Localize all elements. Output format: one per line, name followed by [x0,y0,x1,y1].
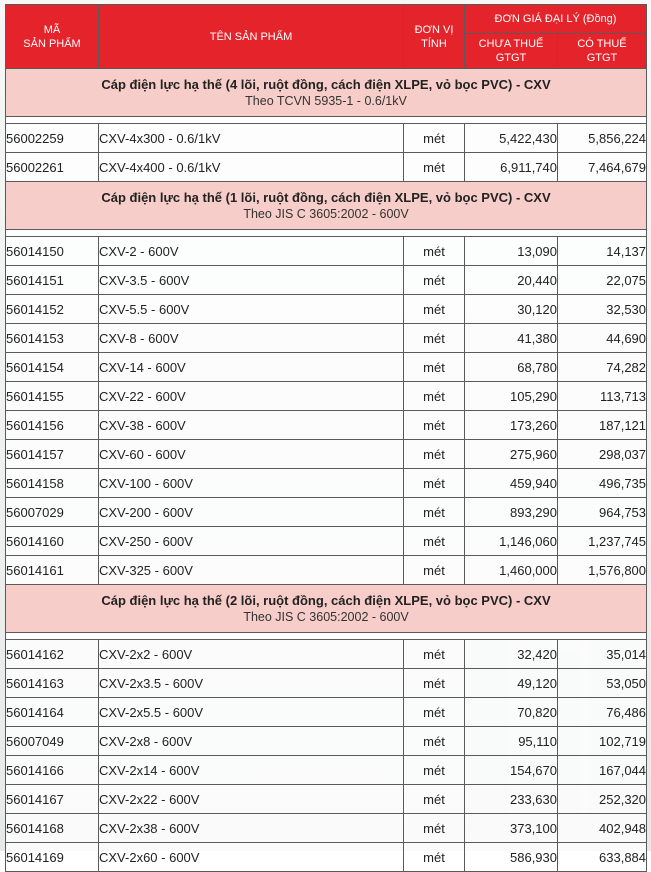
unit-cell: mét [404,727,465,756]
section-spacer-cell [6,230,647,237]
price-vat-cell: 252,320 [558,785,647,814]
product-code-cell: 56014161 [6,556,99,585]
unit-cell: mét [404,324,465,353]
table-row [6,843,647,872]
unit-cell: mét [404,698,465,727]
price-no-vat-cell: 105,290 [465,382,558,411]
product-code-cell: 56014166 [6,756,99,785]
price-vat-cell: 496,735 [558,469,647,498]
price-vat-cell: 22,075 [558,266,647,295]
price-no-vat-cell: 13,090 [465,237,558,266]
product-code-cell: 56014164 [6,698,99,727]
price-vat-cell: 74,282 [558,353,647,382]
price-no-vat-cell: 41,380 [465,324,558,353]
product-name-cell: CXV-60 - 600V [99,440,404,469]
unit-cell: mét [404,353,465,382]
section-standard: Theo JIS C 3605:2002 - 600V [243,609,409,624]
section-spacer [6,230,647,237]
table-row [6,324,647,353]
product-name-cell: CXV-2x8 - 600V [99,727,404,756]
product-name-cell: CXV-2x22 - 600V [99,785,404,814]
product-name-cell: CXV-4x400 - 0.6/1kV [99,153,404,182]
product-code-cell: 56002259 [6,124,99,153]
table-row [6,527,647,556]
price-no-vat-cell: 20,440 [465,266,558,295]
header-code [6,5,99,69]
unit-cell: mét [404,411,465,440]
product-name-cell: CXV-2x60 - 600V [99,843,404,872]
price-no-vat-cell: 275,960 [465,440,558,469]
price-vat-cell: 167,044 [558,756,647,785]
table-row [6,153,647,182]
price-no-vat-cell: 32,420 [465,640,558,669]
section-header [6,69,647,117]
header-name-text: TÊN SẢN PHẨM [209,30,293,43]
price-no-vat-cell: 1,146,060 [465,527,558,556]
header-code-text: MÃ SẢN PHẨM [23,23,81,50]
unit-cell: mét [404,843,465,872]
header-price-vat-text: CÓ THUẾ GTGT [577,38,627,64]
unit-cell: mét [404,295,465,324]
product-code-cell: 56014157 [6,440,99,469]
unit-cell: mét [404,785,465,814]
price-vat-cell: 35,014 [558,640,647,669]
product-name-cell: CXV-14 - 600V [99,353,404,382]
price-vat-cell: 113,713 [558,382,647,411]
product-name-cell: CXV-100 - 600V [99,469,404,498]
price-no-vat-cell: 70,820 [465,698,558,727]
table-row [6,669,647,698]
product-code-cell: 56014153 [6,324,99,353]
unit-cell: mét [404,640,465,669]
section-spacer-cell [6,633,647,640]
section-standard: Theo TCVN 5935-1 - 0.6/1kV [245,93,407,108]
unit-cell: mét [404,556,465,585]
header-name [99,5,404,69]
section-spacer [6,633,647,640]
product-name-cell: CXV-250 - 600V [99,527,404,556]
product-code-cell: 56014160 [6,527,99,556]
price-no-vat-cell: 49,120 [465,669,558,698]
product-code-cell: 56014168 [6,814,99,843]
table-row [6,353,647,382]
section-header [6,182,647,230]
table-row [6,440,647,469]
table-row [6,266,647,295]
section-title: Cáp điện lực hạ thế (2 lõi, ruột đồng, cách điện XLPE, vỏ bọc PVC) - CXV [101,592,551,608]
table-row [6,295,647,324]
section-header-cell [6,585,647,633]
product-name-cell: CXV-2x2 - 600V [99,640,404,669]
price-vat-cell: 1,237,745 [558,527,647,556]
unit-cell: mét [404,237,465,266]
product-name-cell: CXV-38 - 600V [99,411,404,440]
section-title: Cáp điện lực hạ thế (4 lõi, ruột đồng, cách điện XLPE, vỏ bọc PVC) - CXV [101,76,551,92]
product-name-cell: CXV-2x5.5 - 600V [99,698,404,727]
price-vat-cell: 5,856,224 [558,124,647,153]
section-spacer-cell [6,117,647,124]
price-table [5,4,647,872]
price-no-vat-cell: 95,110 [465,727,558,756]
table-body [6,69,647,872]
table-row [6,727,647,756]
header-price-group-text: ĐƠN GIÁ ĐẠI LÝ (Đồng) [494,13,617,25]
product-name-cell: CXV-3.5 - 600V [99,266,404,295]
price-vat-cell: 633,884 [558,843,647,872]
price-no-vat-cell: 586,930 [465,843,558,872]
unit-cell: mét [404,756,465,785]
product-name-cell: CXV-5.5 - 600V [99,295,404,324]
section-header-cell [6,69,647,117]
product-code-cell: 56014162 [6,640,99,669]
price-vat-cell: 402,948 [558,814,647,843]
product-code-cell: 56014155 [6,382,99,411]
unit-cell: mét [404,440,465,469]
unit-cell: mét [404,527,465,556]
section-header [6,585,647,633]
product-name-cell: CXV-200 - 600V [99,498,404,527]
price-vat-cell: 44,690 [558,324,647,353]
table-row [6,124,647,153]
header-price-no-vat-text: CHƯA THUẾ GTGT [478,38,544,64]
price-no-vat-cell: 233,630 [465,785,558,814]
section-standard: Theo JIS C 3605:2002 - 600V [243,206,409,221]
table-row [6,640,647,669]
product-code-cell: 56014150 [6,237,99,266]
table-row [6,411,647,440]
table-row [6,382,647,411]
header-price-group [465,5,647,34]
product-code-cell: 56014154 [6,353,99,382]
product-code-cell: 56014152 [6,295,99,324]
price-vat-cell: 14,137 [558,237,647,266]
product-code-cell: 56002261 [6,153,99,182]
price-no-vat-cell: 893,290 [465,498,558,527]
product-name-cell: CXV-2x3.5 - 600V [99,669,404,698]
price-vat-cell: 32,530 [558,295,647,324]
unit-cell: mét [404,498,465,527]
price-vat-cell: 298,037 [558,440,647,469]
unit-cell: mét [404,814,465,843]
product-code-cell: 56014158 [6,469,99,498]
header-price-no-vat [465,34,558,69]
product-code-cell: 56014151 [6,266,99,295]
product-name-cell: CXV-2x14 - 600V [99,756,404,785]
price-no-vat-cell: 1,460,000 [465,556,558,585]
section-header-cell [6,182,647,230]
table-row [6,756,647,785]
unit-cell: mét [404,469,465,498]
header-price-vat [558,34,647,69]
price-no-vat-cell: 68,780 [465,353,558,382]
section-title: Cáp điện lực hạ thế (1 lõi, ruột đồng, cách điện XLPE, vỏ bọc PVC) - CXV [101,189,551,205]
table-row [6,469,647,498]
product-name-cell: CXV-2x38 - 600V [99,814,404,843]
table-row [6,814,647,843]
product-code-cell: 56007049 [6,727,99,756]
product-name-cell: CXV-8 - 600V [99,324,404,353]
header-unit-text: ĐƠN VỊ TÍNH [414,23,454,50]
product-code-cell: 56014167 [6,785,99,814]
product-name-cell: CXV-22 - 600V [99,382,404,411]
section-spacer [6,117,647,124]
header-unit [404,5,465,69]
price-vat-cell: 53,050 [558,669,647,698]
table-row [6,498,647,527]
price-no-vat-cell: 154,670 [465,756,558,785]
price-no-vat-cell: 6,911,740 [465,153,558,182]
table-row [6,237,647,266]
price-vat-cell: 76,486 [558,698,647,727]
price-no-vat-cell: 459,940 [465,469,558,498]
unit-cell: mét [404,124,465,153]
price-vat-cell: 187,121 [558,411,647,440]
product-name-cell: CXV-2 - 600V [99,237,404,266]
table-header [6,5,647,69]
product-name-cell: CXV-4x300 - 0.6/1kV [99,124,404,153]
unit-cell: mét [404,669,465,698]
price-vat-cell: 7,464,679 [558,153,647,182]
product-code-cell: 56014169 [6,843,99,872]
price-vat-cell: 964,753 [558,498,647,527]
price-no-vat-cell: 173,260 [465,411,558,440]
price-no-vat-cell: 373,100 [465,814,558,843]
product-code-cell: 56014163 [6,669,99,698]
table-row [6,698,647,727]
product-code-cell: 56007029 [6,498,99,527]
product-name-cell: CXV-325 - 600V [99,556,404,585]
product-code-cell: 56014156 [6,411,99,440]
unit-cell: mét [404,153,465,182]
price-no-vat-cell: 5,422,430 [465,124,558,153]
price-vat-cell: 102,719 [558,727,647,756]
price-vat-cell: 1,576,800 [558,556,647,585]
table-row [6,785,647,814]
unit-cell: mét [404,266,465,295]
price-no-vat-cell: 30,120 [465,295,558,324]
unit-cell: mét [404,382,465,411]
table-row [6,556,647,585]
